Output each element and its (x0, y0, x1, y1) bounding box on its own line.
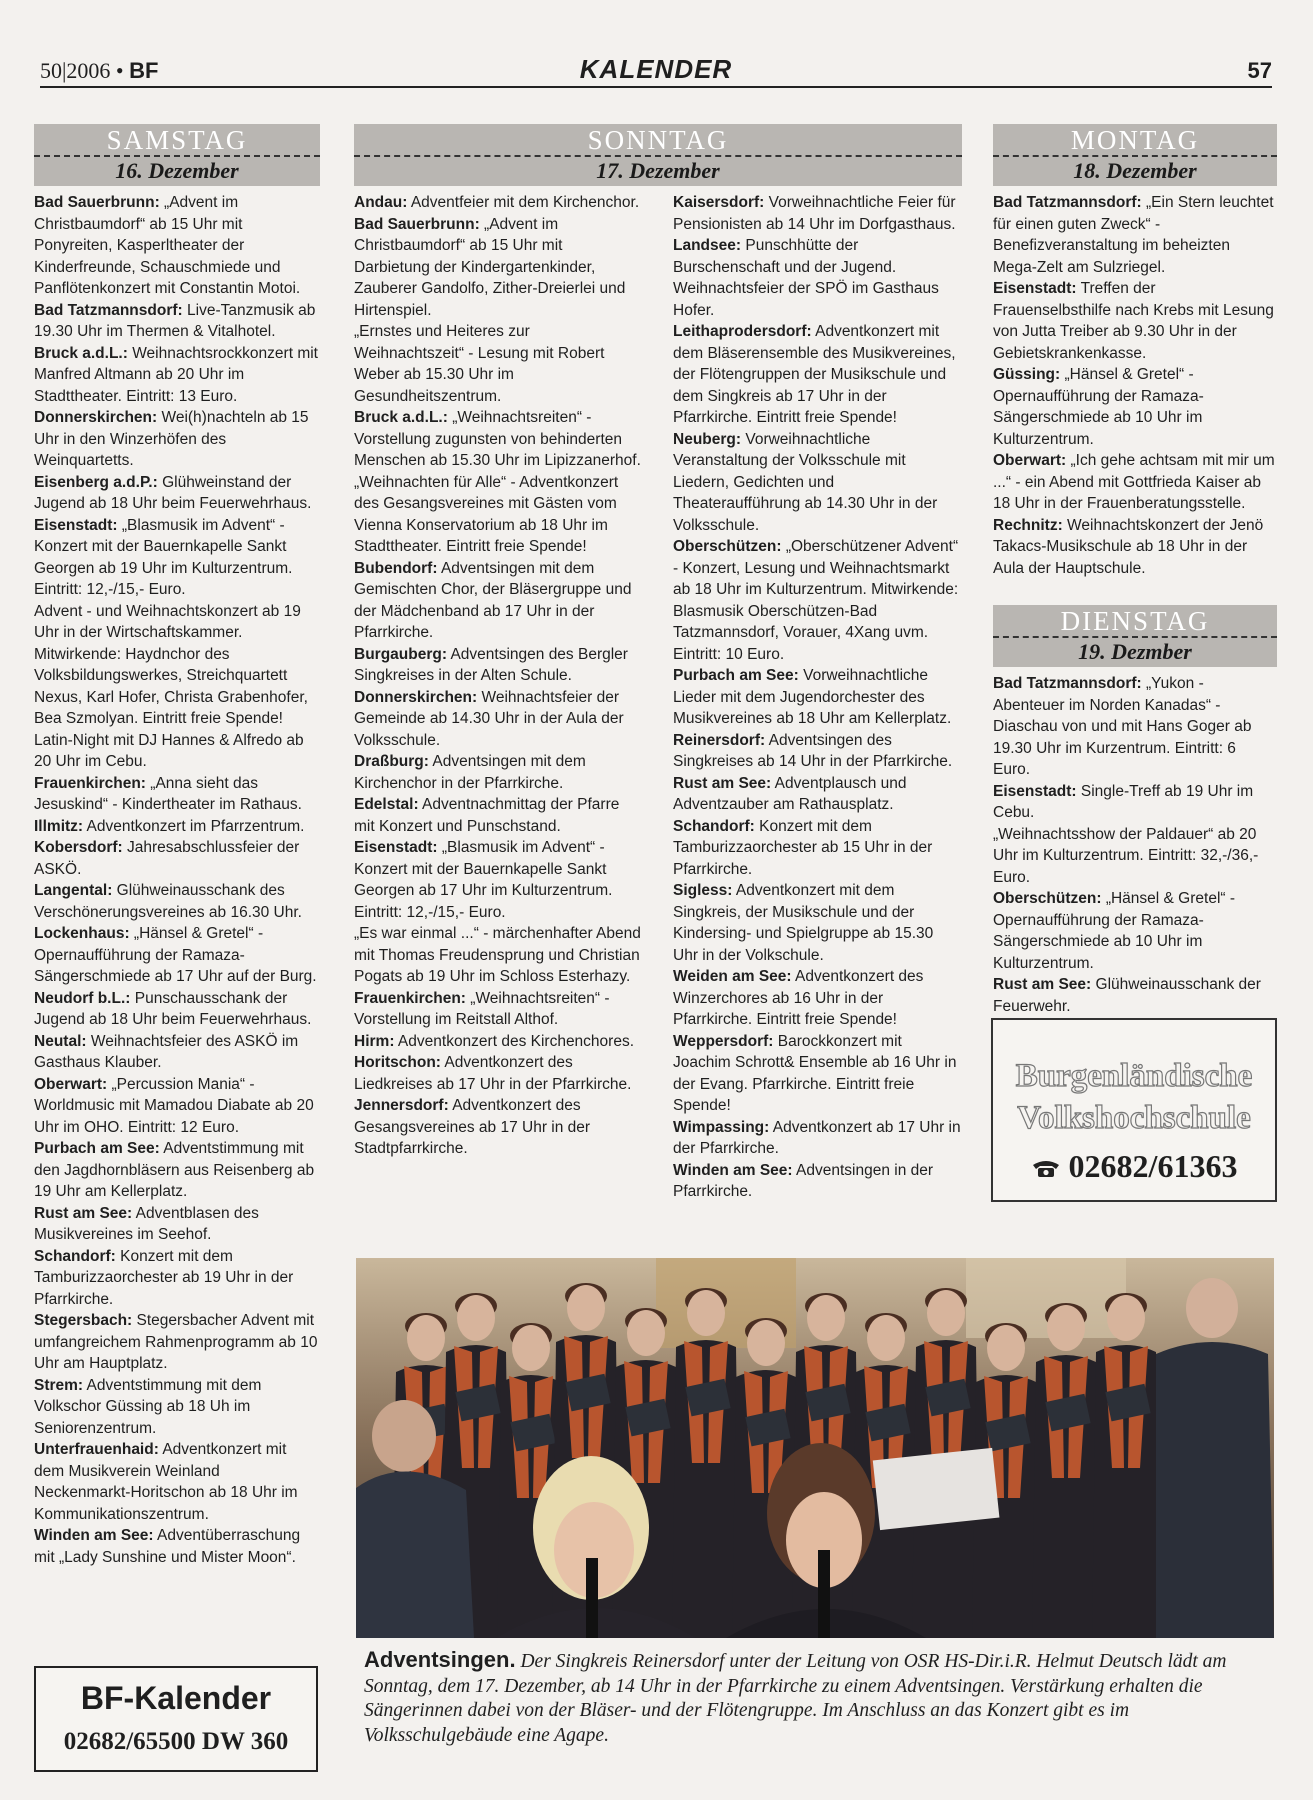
event-item (673, 429, 962, 537)
event-item (34, 1031, 320, 1074)
section-title: KALENDER (579, 54, 733, 84)
event-place: Oberwart: (34, 1075, 108, 1093)
event-place: Kobersdorf: (34, 839, 123, 856)
event-place: Rust am See: (993, 976, 1092, 993)
divider (993, 636, 1277, 638)
event-text: „Advent im Christbaumdorf“ ab 15 Uhr mit Darbietung der Kindergartenkinder, Zauberer Gandolfo, Zither-Dreierlei und Hirtenspiel. (354, 215, 626, 319)
event-text: „Hänsel & Gretel“ - Opernaufführung der Ramaza-Sängerschmiede ab 17 Uhr auf der Burg. (34, 925, 317, 985)
event-text: Glühweinausschank des Verschönerungsvereines ab 16.30 Uhr. (34, 882, 302, 921)
event-item (993, 673, 1277, 781)
sonntag-events-2 (673, 192, 962, 1203)
event-place: Winden am See: (34, 1527, 154, 1544)
choir-figure-part (867, 1315, 905, 1361)
day-header-montag (993, 124, 1277, 186)
event-place: Neudorf b.L.: (34, 989, 131, 1007)
bullet: • (115, 58, 124, 83)
day-name: DIENSTAG (1060, 606, 1210, 636)
event-place: Bruck a.d.L.: (34, 344, 128, 362)
event-item (34, 837, 320, 880)
event-place: Eisenstadt: (34, 516, 118, 534)
event-place: Wimpassing: (673, 1118, 770, 1136)
day-header-dienstag (993, 605, 1277, 667)
event-item (673, 192, 962, 235)
day-name: SAMSTAG (106, 125, 248, 155)
event-item (34, 816, 320, 838)
event-place: Weppersdorf: (673, 1032, 774, 1050)
event-text: Adventsingen in der Pfarrkirche. (673, 1161, 934, 1200)
event-item (354, 837, 642, 923)
page-number: 57 (1247, 58, 1272, 83)
vhs-phone-number: 02682/61363 (1068, 1148, 1238, 1184)
event-place: Purbach am See: (34, 1140, 160, 1157)
event-item (34, 1375, 320, 1440)
event-item (34, 407, 320, 472)
event-text: Weihnachtsfeier des ASKÖ im Gasthaus Klauber. (34, 1032, 299, 1071)
choir-figure-part (927, 1290, 965, 1336)
event-text: „Blasmusik im Advent“ - Konzert mit der Bauernkapelle Sankt Georgen ab 17 Uhr im Kulturzentrum. Eintritt: 12,-/15,- Euro. (354, 839, 613, 921)
event-item (673, 278, 962, 321)
event-place: Oberschützen: (993, 890, 1102, 907)
event-item (34, 1074, 320, 1139)
choir-figure-part (407, 1315, 445, 1361)
event-item (993, 781, 1277, 824)
event-text: „Yukon - Abenteuer im Norden Kanadas“ - Diaschau von und mit Hans Goger ab 19.30 Uhr im Kurzentrum. Eintritt: 6 Euro. (993, 675, 1252, 778)
event-item (34, 601, 320, 730)
bf-kalender-ad (34, 1666, 318, 1772)
event-place: Donnerskirchen: (354, 688, 478, 706)
event-item (34, 472, 320, 515)
event-place: Draßburg: (354, 753, 429, 770)
event-place: Bad Sauerbrunn: (34, 194, 160, 211)
event-place: Rust am See: (34, 1204, 133, 1222)
vhs-phone (993, 1148, 1275, 1185)
event-place: Langental: (34, 882, 113, 899)
event-text: „Ein Stern leuchtet für einen guten Zweck“ - Benefizveranstaltung im beheizten Mega-Zelt am Sulzriegel. (993, 194, 1274, 276)
event-text: Adventkonzert des Kirchenchores. (394, 1032, 635, 1050)
event-item (354, 1031, 642, 1053)
event-text: „Weihnachtsreiten“ - Vorstellung zugunsten von behinderten Menschen ab 15.30 Uhr im Lipizzanerhof. (354, 409, 641, 469)
event-place: Illmitz: (34, 817, 84, 835)
day-date: 19. Dezmber (1078, 639, 1192, 664)
event-place: Bad Tatzmannsdorf: (993, 675, 1142, 692)
event-item (993, 974, 1277, 1017)
event-text: Glühweinstand der Jugend ab 18 Uhr beim Feuerwehrhaus. (34, 473, 312, 512)
event-text: Adventkonzert mit dem Singkreis, der Musikschule und der Kindersing- und Spielgruppe ab 15.30 Uhr in der Volkschule. (673, 882, 934, 964)
event-text: „Hänsel & Gretel“ - Opernaufführung der Ramaza-Sängerschmiede ab 10 Uhr im Kulturzentrum. (993, 890, 1236, 972)
sonntag-events-1 (354, 192, 642, 1160)
issue-number: 50|2006 (40, 58, 111, 83)
event-place: Oberschützen: (673, 538, 782, 555)
photo-caption (364, 1648, 1269, 1748)
event-place: Eisenberg a.d.P.: (34, 473, 158, 491)
event-text: Latin-Night mit DJ Hannes & Alfredo ab 20 Uhr im Cebu. (34, 731, 304, 770)
event-text: „Weihnachtsshow der Paldauer“ ab 20 Uhr im Kulturzentrum. Eintritt: 32,-/36,- Euro. (993, 825, 1259, 886)
event-item (354, 988, 642, 1031)
event-place: Oberwart: (993, 452, 1067, 469)
event-item (34, 192, 320, 300)
event-place: Leithaprodersdorf: (673, 323, 812, 340)
event-text: Adventblasen des Musikvereines im Seehof. (34, 1204, 259, 1243)
event-item (34, 880, 320, 923)
caption-text: Der Singkreis Reinersdorf unter der Leitung von OSR HS-Dir.i.R. Helmut Deutsch lädt am Sonntag, dem 17. Dezember, ab 14 Uhr in der Pfarrkirche zu einem Adventsingen. Verstärkung erhalten die Sängerinnen dabei von der Bläser- und der Flötengruppe. Im Anschluss an das Konzert gibt es im Volksschulgebäude eine Agape. (364, 1651, 1227, 1746)
event-place: Andau: (354, 194, 408, 211)
event-item (34, 515, 320, 601)
choir-figure-part (567, 1285, 605, 1331)
event-item (993, 824, 1277, 889)
montag-events (993, 192, 1277, 579)
day-date: 18. Dezember (1073, 158, 1197, 183)
event-place: Edelstal: (354, 796, 419, 813)
event-place: Schandorf: (673, 817, 755, 835)
event-item (993, 450, 1277, 515)
event-text: Advent - und Weihnachtskonzert ab 19 Uhr in der Wirtschaftskammer. Mitwirkende: Haydnchor des Volksbildungswerkes, Streichquartett Nexus, Karl Hofer, Christa Grabenhofer, Bea Szmolyan. Eintritt freie Spende! (34, 602, 308, 727)
day-date: 16. Dezember (115, 158, 239, 183)
event-text: Glühweinausschank der Feuerwehr. (993, 976, 1261, 1015)
event-item (993, 364, 1277, 450)
event-text: Weihnachtskonzert der Jenö Takacs-Musikschule ab 18 Uhr in der Aula der Hauptschule. (993, 516, 1264, 577)
event-text: „Percussion Mania“ - Worldmusic mit Mamadou Diabate ab 20 Uhr im OHO. Eintritt: 12 Euro. (34, 1075, 314, 1136)
event-place: Eisenstadt: (993, 280, 1077, 297)
event-text: „Oberschützener Advent“ - Konzert, Lesung und Weihnachtsmarkt ab 18 Uhr im Kulturzentrum. Mitwirkende: Blasmusik Oberschützen-Bad Tatzmannsdorf, Vorauer, 4Xang uvm. Eintritt: 10 Euro. (673, 538, 959, 663)
day-date: 17. Dezember (596, 158, 720, 183)
event-item (34, 988, 320, 1031)
event-place: Bruck a.d.L.: (354, 409, 448, 426)
dienstag-events (993, 673, 1277, 1017)
event-place: Rechnitz: (993, 516, 1063, 534)
event-place: Bad Tatzmannsdorf: (34, 301, 183, 319)
event-text: „Weihnachten für Alle“ - Adventkonzert des Gesangsvereines mit Gästen vom Vienna Konservatorium ab 18 Uhr im Stadttheater. Eintritt freie Spende! (354, 473, 619, 555)
event-place: Eisenstadt: (993, 782, 1077, 800)
event-item (673, 816, 962, 881)
event-text: Adventstimmung mit den Jagdhornbläsern aus Reisenberg ab 19 Uhr am Kellerplatz. (34, 1140, 315, 1200)
event-item (673, 1031, 962, 1117)
event-item (673, 665, 962, 730)
event-place: Bubendorf: (354, 559, 438, 577)
event-place: Lockenhaus: (34, 925, 130, 942)
event-place: Reinersdorf: (673, 731, 766, 749)
event-item (993, 192, 1277, 278)
event-text: Vorweihnachtliche Lieder mit dem Jugendorchester des Musikvereines ab 18 Uhr am Kellerplatz. (673, 667, 952, 727)
event-place: Purbach am See: (673, 667, 799, 684)
event-item (993, 278, 1277, 364)
event-place: Frauenkirchen: (354, 989, 466, 1007)
event-text: Jahresabschlussfeier der ASKÖ. (34, 839, 300, 878)
event-text: Adventkonzert ab 17 Uhr in der Pfarrkirche. (673, 1118, 961, 1157)
event-item (34, 1203, 320, 1246)
divider (34, 155, 320, 157)
event-text: „Ernstes und Heiteres zur Weihnachtszeit“ - Lesung mit Robert Weber ab 15.30 Uhr im Gesundheitszentrum. (354, 323, 605, 405)
vhs-line-1: Burgenländische (1015, 1058, 1253, 1094)
event-place: Rust am See: (673, 774, 772, 792)
samstag-events (34, 192, 320, 1568)
event-place: Winden am See: (673, 1161, 793, 1179)
event-text: „Blasmusik im Advent“ - Konzert mit der Bauernkapelle Sankt Georgen ab 19 Uhr im Kulturzentrum. Eintritt: 12,-/15,- Euro. (34, 516, 293, 598)
event-item (354, 794, 642, 837)
event-text: „Advent im Christbaumdorf“ ab 15 Uhr mit Ponyreiten, Kasperltheater der Kinderfreunde, Schauschmiede und Panflötenkonzert mit Constantin Motoi. (34, 194, 301, 297)
choir-photo (356, 1258, 1274, 1638)
event-item (354, 558, 642, 644)
event-item (34, 1439, 320, 1525)
event-text: Adventkonzert des Liedkreises ab 17 Uhr in der Pfarrkirche. (354, 1054, 632, 1093)
event-text: Weihnachtsfeier der SPÖ im Gasthaus Hofer. (673, 280, 939, 319)
day-header-samstag (34, 124, 320, 186)
event-item (354, 751, 642, 794)
event-text: „Anna sieht das Jesuskind“ - Kindertheater im Rathaus. (34, 774, 302, 813)
event-item (354, 472, 642, 558)
page-header (40, 50, 1272, 88)
event-item (34, 300, 320, 343)
event-text: Adventkonzert mit dem Bläserensemble des Musikvereines, der Flötengruppen der Musikschule und dem Singkreis ab 17 Uhr in der Pfarrkirche. Eintritt freie Spende! (673, 323, 956, 426)
choir-figure-part (687, 1290, 725, 1336)
event-text: Vorweihnachtliche Veranstaltung der Volksschule mit Liedern, Gedichten und Theateraufführung ab 14.30 Uhr in der Volksschule. (673, 430, 938, 534)
event-text: Konzert mit dem Tamburizzaorchester ab 15 Uhr in der Pfarrkirche. (673, 817, 933, 878)
day-name: SONNTAG (587, 125, 729, 155)
event-place: Donnerskirchen: (34, 409, 158, 426)
event-text: Adventsingen des Bergler Singkreises in der Alten Schule. (354, 645, 628, 684)
event-item (34, 1138, 320, 1203)
event-text: Adventsingen mit dem Kirchenchor in der Pfarrkirche. (354, 753, 586, 792)
choir-figure-part (627, 1310, 665, 1356)
event-text: Weihnachtsrockkonzert mit Manfred Altmann ab 20 Uhr im Stadttheater. Eintritt: 13 Euro. (34, 344, 318, 405)
event-item (354, 407, 642, 472)
choir-figure-part (457, 1295, 495, 1341)
event-item (354, 321, 642, 407)
event-item (34, 1525, 320, 1568)
event-place: Horitschon: (354, 1054, 441, 1071)
event-item (673, 966, 962, 1031)
event-text: „Ich gehe achtsam mit mir um ...“ - ein Abend mit Gottfrieda Kaiser ab 18 Uhr in der Frauenberatungsstelle. (993, 452, 1275, 512)
event-text: Adventkonzert mit dem Musikverein Weinland Neckenmarkt-Horitschon ab 18 Uhr im Kommunikationszentrum. (34, 1441, 298, 1523)
choir-figure-part (1107, 1295, 1145, 1341)
event-place: Bad Tatzmannsdorf: (993, 194, 1142, 211)
event-text: Punschhütte der Burschenschaft und der Jugend. (673, 237, 897, 276)
divider (354, 155, 962, 157)
event-place: Neuberg: (673, 430, 742, 448)
event-place: Strem: (34, 1376, 84, 1394)
event-item (354, 1052, 642, 1095)
event-item (354, 214, 642, 322)
event-item (673, 730, 962, 773)
event-item (34, 773, 320, 816)
event-text: Live-Tanzmusik ab 19.30 Uhr im Thermen & Vitalhotel. (34, 301, 316, 340)
event-item (34, 923, 320, 988)
event-item (34, 730, 320, 773)
event-place: Eisenstadt: (354, 839, 438, 856)
event-text: Stegersbacher Advent mit umfangreichem Rahmenprogramm ab 10 Uhr am Hauptplatz. (34, 1312, 318, 1372)
event-text: Treffen der Frauenselbsthilfe nach Krebs mit Lesung von Jutta Treiber ab 9.30 Uhr in der Gebietskrankenkasse. (993, 280, 1274, 362)
event-item (673, 880, 962, 966)
event-text: „Es war einmal ...“ - märchenhafter Abend mit Thomas Freudensprung und Christian Pogats ab 19 Uhr im Schloss Esterhazy. (354, 925, 641, 985)
day-header-sonntag (354, 124, 962, 186)
event-item (34, 1246, 320, 1311)
choir-photo-image (356, 1258, 1274, 1638)
choir-figure-part (1032, 1355, 1100, 1638)
event-place: Güssing: (993, 366, 1061, 383)
event-place: Kaisersdorf: (673, 194, 765, 211)
event-item (34, 1310, 320, 1375)
telephone-icon (1031, 1157, 1061, 1179)
event-place: Sigless: (673, 882, 733, 899)
event-item (993, 888, 1277, 974)
event-text: Adventplausch und Adventzauber am Rathausplatz. (673, 774, 907, 813)
event-text: Vorweihnachtliche Feier für Pensionisten ab 14 Uhr im Dorfgasthaus. (673, 194, 956, 233)
event-text: Punschausschank der Jugend ab 18 Uhr beim Feuerwehrhaus. (34, 989, 312, 1028)
brand: BF (129, 58, 159, 83)
event-text: Wei(h)nachteln ab 15 Uhr in den Winzerhöfen des Weinquartetts. (34, 409, 309, 469)
choir-figure-part (1047, 1305, 1085, 1351)
event-place: Neutal: (34, 1032, 87, 1050)
event-item (673, 1117, 962, 1160)
event-text: Weihnachtsfeier der Gemeinde ab 14.30 Uhr in der Aula der Volksschule. (354, 688, 624, 749)
day-name: MONTAG (1070, 125, 1200, 155)
event-place: Unterfrauenhaid: (34, 1441, 159, 1458)
event-item (673, 773, 962, 816)
event-text: Adventkonzert des Winzerchores ab 16 Uhr in der Pfarrkirche. Eintritt freie Spende! (673, 968, 924, 1028)
event-item (354, 1095, 642, 1160)
event-item (993, 515, 1277, 580)
event-item (673, 536, 962, 665)
event-place: Burgauberg: (354, 645, 447, 663)
vhs-advertisement (991, 1018, 1277, 1202)
event-place: Jennersdorf: (354, 1097, 449, 1114)
event-text: Adventkonzert im Pfarrzentrum. (83, 817, 305, 835)
event-place: Weiden am See: (673, 968, 792, 985)
event-item (354, 644, 642, 687)
event-place: Stegersbach: (34, 1312, 133, 1329)
event-place: Schandorf: (34, 1247, 116, 1265)
vhs-line-2: Volkshochschule (1017, 1100, 1251, 1136)
event-item (354, 687, 642, 752)
event-text: Adventkonzert des Gesangsvereines ab 17 Uhr in der Stadtpfarrkirche. (354, 1097, 591, 1157)
event-place: Landsee: (673, 237, 742, 254)
event-item (673, 1160, 962, 1203)
event-text: Adventnachmittag der Pfarre mit Konzert und Punschstand. (354, 796, 620, 835)
event-item (354, 192, 642, 214)
event-place: Frauenkirchen: (34, 774, 146, 792)
event-text: Single-Treff ab 19 Uhr im Cebu. (993, 782, 1254, 821)
event-text: Adventsingen des Singkreises ab 14 Uhr in der Pfarrkirche. (673, 731, 953, 770)
event-text: Adventfeier mit dem Kirchenchor. (407, 194, 640, 211)
event-text: Adventsingen mit dem Gemischten Chor, der Bläsergruppe und der Mädchenband ab 17 Uhr in der Pfarrkirche. (354, 559, 632, 641)
bf-kalender-phone: 02682/65500 DW 360 (63, 1728, 289, 1755)
event-item (354, 923, 642, 988)
divider (993, 155, 1277, 157)
event-text: „Weihnachtsreiten“ - Vorstellung im Reitstall Althof. (354, 989, 610, 1028)
event-text: Adventüberraschung mit „Lady Sunshine und Mister Moon“. (34, 1527, 301, 1566)
event-text: Adventstimmung mit dem Volkschor Güssing ab 18 Uh im Seniorenzentrum. (34, 1376, 262, 1437)
caption-head: Adventsingen. (364, 1647, 516, 1672)
event-text: „Hänsel & Gretel“ - Opernaufführung der Ramaza-Sängerschmiede ab 10 Uhr im Kulturzentrum. (993, 366, 1204, 448)
event-item (34, 343, 320, 408)
choir-figure-part (987, 1325, 1025, 1371)
choir-figure-part (512, 1325, 550, 1371)
event-place: Bad Sauerbrunn: (354, 215, 480, 233)
event-item (673, 235, 962, 278)
event-item (673, 321, 962, 429)
event-text: Barockkonzert mit Joachim Schrott& Ensemble ab 16 Uhr in der Evang. Pfarrkirche. Eintritt freie Spende! (673, 1032, 957, 1114)
bf-kalender-title: BF-Kalender (80, 1680, 272, 1716)
event-place: Hirm: (354, 1032, 395, 1050)
event-text: Konzert mit dem Tamburizzaorchester ab 19 Uhr in der Pfarrkirche. (34, 1247, 294, 1308)
choir-figure-part (807, 1295, 845, 1341)
choir-figure-part (747, 1320, 785, 1366)
